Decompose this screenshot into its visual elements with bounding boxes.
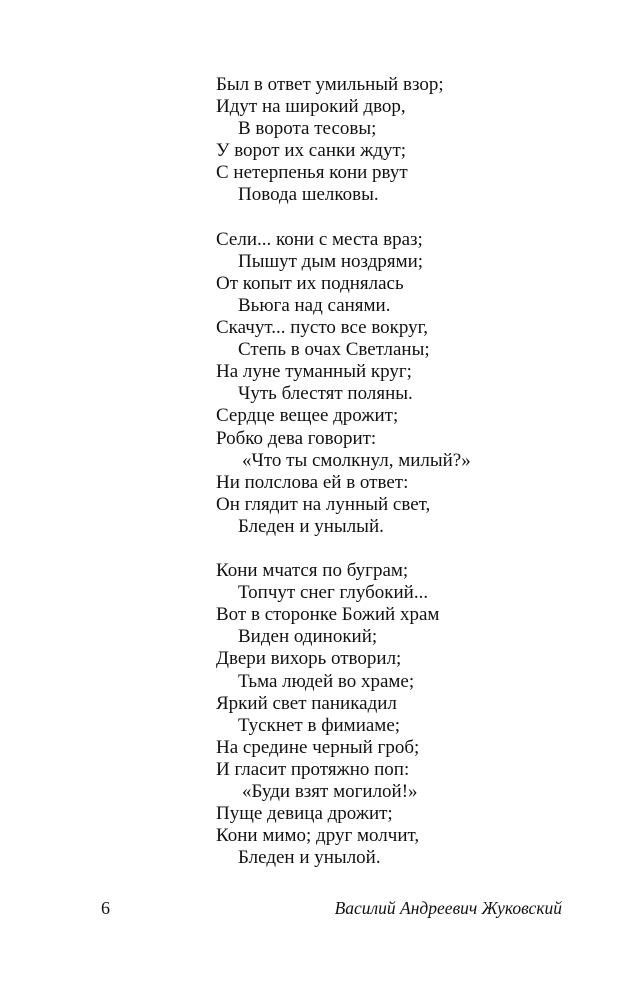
- poem-line: Яркий свет паникадил: [216, 692, 397, 714]
- poem-line: Чуть блестят поляны.: [238, 383, 413, 405]
- poem-line: Ни полслова ей в ответ:: [216, 471, 409, 493]
- poem-line: Сердце вещее дрожит;: [216, 405, 399, 427]
- stanza: [216, 74, 596, 207]
- running-head-author: Василий Андреевич Жуковский: [334, 898, 562, 918]
- poem-line: «Что ты смолкнул, милый?»: [242, 449, 471, 471]
- poem-line: Он глядит на лунный свет,: [216, 493, 431, 515]
- poem-line: Был в ответ умильный взор;: [216, 74, 444, 95]
- poem-line: Сели... кони с места враз;: [216, 228, 423, 250]
- poem-line: С нетерпенья кони рвут: [216, 162, 408, 184]
- stanza: [216, 229, 596, 538]
- poem-line: Вот в сторонке Божий храм: [216, 604, 440, 626]
- stanza-gap: [216, 538, 596, 560]
- poem-line: На луне туманный круг;: [216, 361, 412, 383]
- page-footer: [0, 898, 631, 924]
- poem-line: Идут на широкий двор,: [216, 96, 406, 118]
- poem-line: В ворота тесовы;: [238, 118, 377, 140]
- stanza-gap: [216, 207, 596, 229]
- poem-line: Степь в очах Светланы;: [238, 339, 430, 361]
- poem-line: Топчут снег глубокий...: [238, 582, 429, 604]
- page-number: 6: [101, 898, 110, 918]
- poem-line: Скачут... пусто все вокруг,: [216, 317, 429, 339]
- poem-text: [216, 74, 596, 869]
- poem-line: На средине черный гроб;: [216, 736, 420, 758]
- poem-line: Пуще девица дрожит;: [216, 803, 393, 825]
- poem-line: Пышут дым ноздрями;: [238, 250, 424, 272]
- poem-line: Виден одинокий;: [238, 626, 378, 648]
- poem-line: Вьюга над санями.: [238, 294, 391, 316]
- poem-line: Тускнет в фимиаме;: [238, 714, 401, 736]
- poem-line: Бледен и унылой.: [238, 847, 381, 869]
- stanza: [216, 560, 596, 869]
- poem-line: Бледен и унылый.: [238, 515, 384, 537]
- poem-line: Тьма людей во храме;: [238, 670, 415, 692]
- poem-line: У ворот их санки ждут;: [216, 140, 407, 162]
- poem-line: Повода шелковы.: [238, 184, 379, 206]
- poem-line: От копыт их поднялась: [216, 272, 404, 294]
- poem-line: Кони мчатся по буграм;: [216, 560, 409, 582]
- poem-line: «Буди взят могилой!»: [242, 781, 418, 802]
- poem-line: Двери вихорь отворил;: [216, 648, 402, 670]
- poem-line: Кони мимо; друг молчит,: [216, 825, 420, 847]
- poem-line: Робко дева говорит:: [216, 427, 377, 449]
- poem-line: И гласит протяжно поп:: [216, 758, 410, 780]
